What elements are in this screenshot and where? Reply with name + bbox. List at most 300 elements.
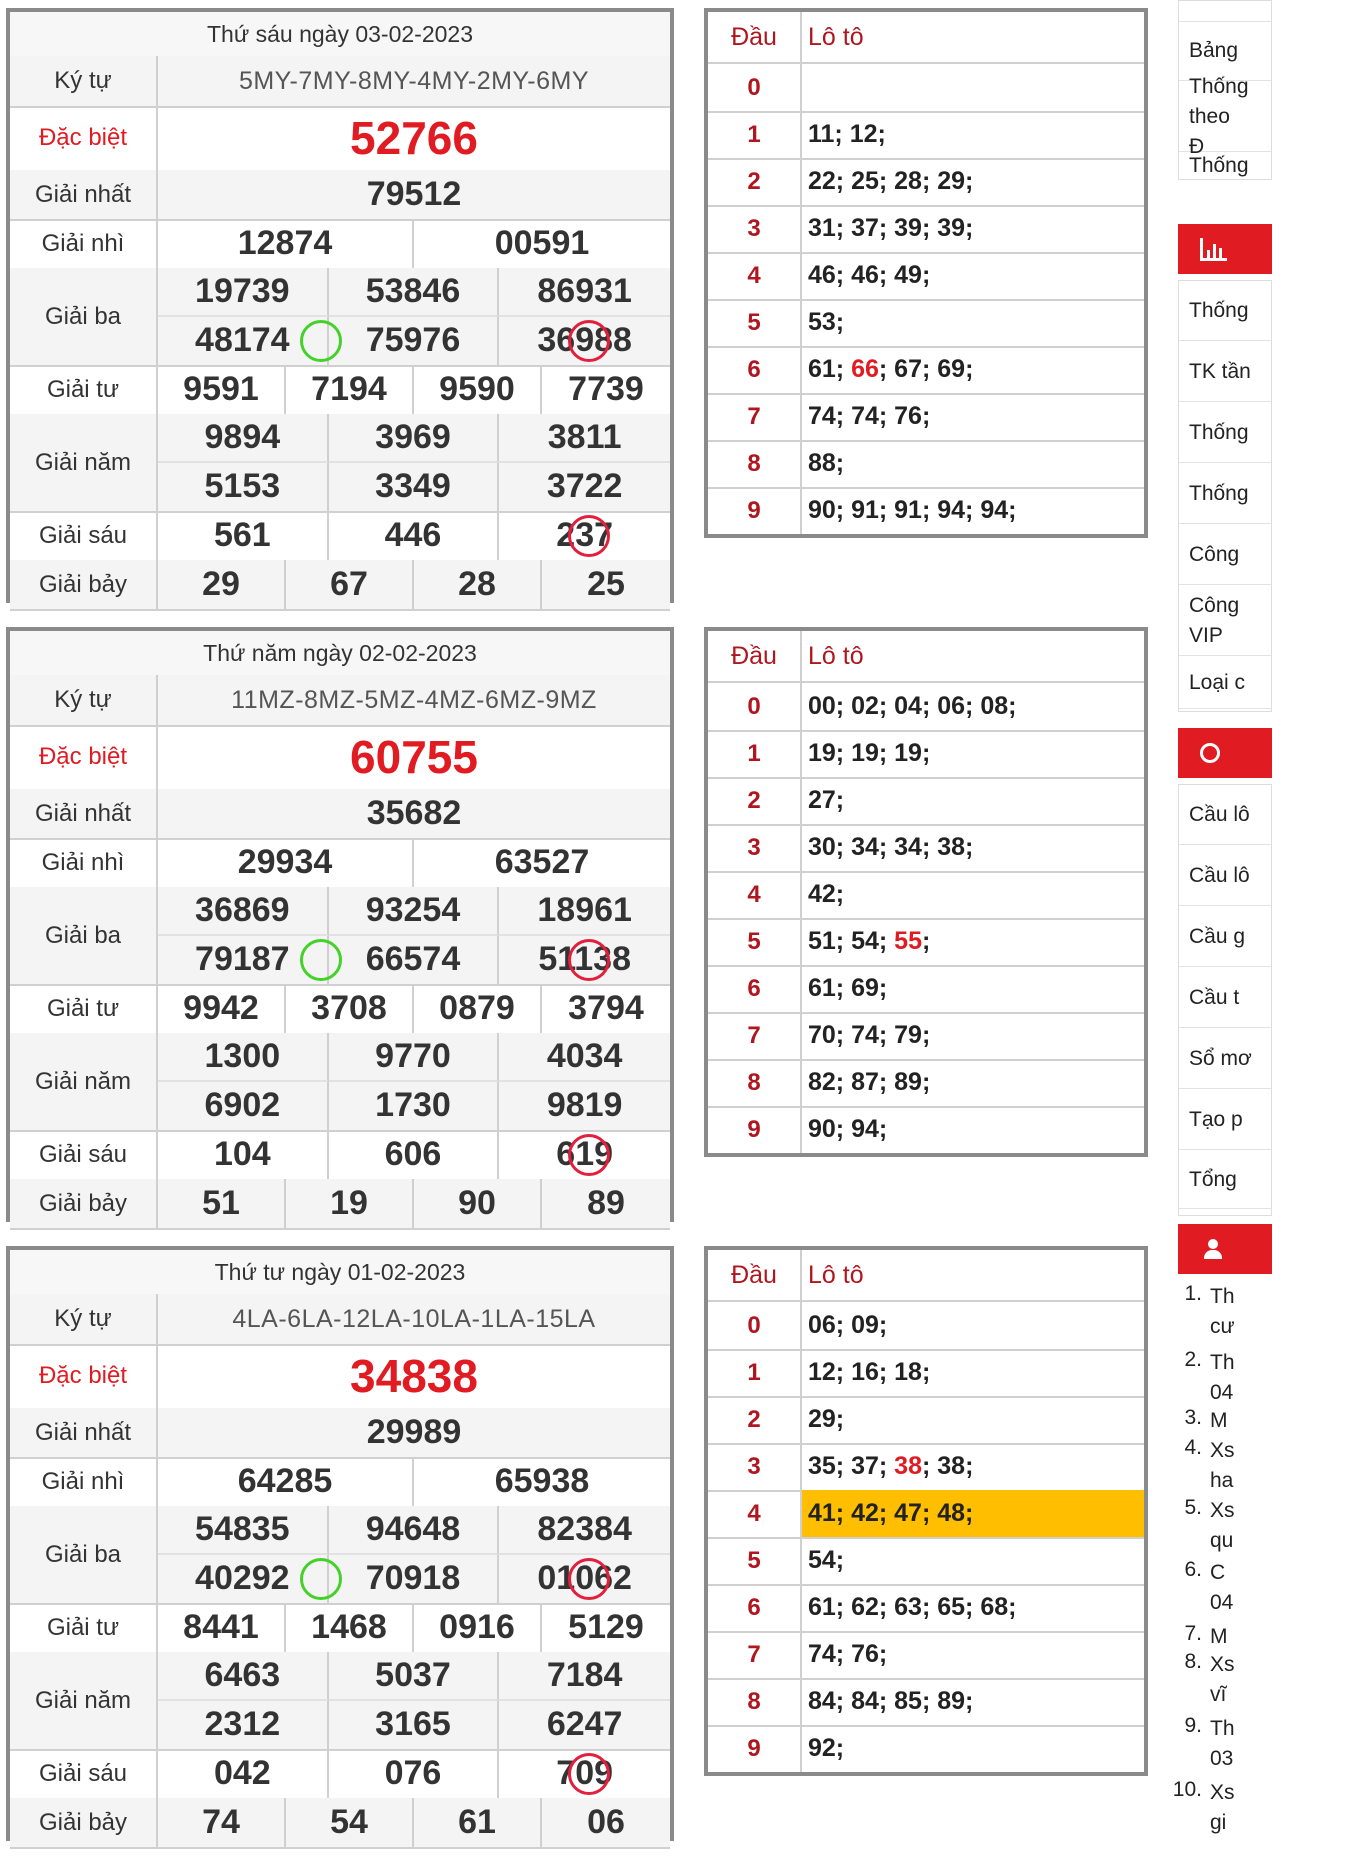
loto-value-segment: 90; 91; 91; 94; 94; <box>808 496 1017 524</box>
prize-number: 63527 <box>494 843 590 881</box>
sidebar-link[interactable] <box>1179 342 1271 402</box>
prize-number: 00591 <box>494 224 590 262</box>
loto-row <box>708 440 1144 489</box>
loto-row <box>708 683 1144 732</box>
prize-label: Giải năm <box>10 1652 158 1749</box>
sidebar-link[interactable] <box>1179 1029 1271 1089</box>
list-number: 7. <box>1184 1622 1202 1645</box>
loto-values <box>808 1443 1144 1490</box>
prize-number: 3722 <box>546 467 623 506</box>
sidebar-link[interactable] <box>1179 1090 1271 1150</box>
sidebar-link[interactable] <box>1179 907 1271 967</box>
prize-number: 28 <box>414 560 542 609</box>
loto-head-digit: 7 <box>708 1631 802 1678</box>
prize-label: Giải bảy <box>10 560 158 609</box>
result-table <box>6 627 674 1222</box>
loto-head-digit: 0 <box>708 683 802 730</box>
prize-label: Ký tự <box>10 1294 158 1344</box>
sidebar-section-header-stats <box>1178 224 1272 274</box>
prize-row-giai-tu <box>10 365 670 416</box>
prize-number: 90 <box>414 1179 542 1228</box>
prize-label: Ký tự <box>10 675 158 725</box>
ky-tu-value: 11MZ-8MZ-5MZ-4MZ-6MZ-9MZ <box>231 685 597 714</box>
loto-head-digit: 2 <box>708 777 802 824</box>
loto-values <box>808 1537 1144 1584</box>
prize-cells <box>158 268 670 365</box>
prize-row-giai-ba <box>10 268 670 367</box>
prize-number: 1468 <box>286 1603 414 1652</box>
prize-row-giai-nam <box>10 1033 670 1132</box>
sidebar-section-header-users <box>1178 1224 1272 1274</box>
prize-label: Giải nhì <box>10 838 158 887</box>
sidebar-top-row <box>1179 1 1271 22</box>
prize-row-giai-tu <box>10 984 670 1035</box>
loto-head-digit: 1 <box>708 111 802 158</box>
search-icon <box>1200 743 1220 763</box>
special-prize-value: 52766 <box>350 112 478 164</box>
prize-label: Giải tư <box>10 984 158 1033</box>
loto-value-segment: 38 <box>894 1452 922 1480</box>
prize-number: 6902 <box>158 1082 329 1131</box>
result-date-title: Thứ tư ngày 01-02-2023 <box>10 1250 670 1296</box>
prize-number: 18961 <box>499 887 670 936</box>
sidebar-link-label: Bảng <box>1189 38 1239 62</box>
loto-values <box>808 918 1144 965</box>
prize-number: 3165 <box>329 1701 500 1750</box>
loto-head-digit: 0 <box>708 64 802 111</box>
loto-row <box>708 1678 1144 1727</box>
prize-number: 12874 <box>158 219 414 268</box>
loto-head-digit: 9 <box>708 487 802 534</box>
prize-label: Đặc biệt <box>10 1344 158 1408</box>
loto-head-digit: 3 <box>708 1443 802 1490</box>
loto-value-segment: 54; <box>808 1546 845 1574</box>
prize-label: Giải năm <box>10 1033 158 1130</box>
prize-number: 9590 <box>414 365 542 414</box>
loto-value-segment: 82; 87; 89; <box>808 1068 931 1096</box>
loto-values <box>808 440 1144 487</box>
list-number: 3. <box>1184 1406 1202 1429</box>
prize-number: 1730 <box>329 1082 500 1131</box>
loto-head-digit: 6 <box>708 346 802 393</box>
sidebar-link-label: Tổng <box>1189 1167 1237 1191</box>
prize-label: Ký tự <box>10 56 158 106</box>
loto-row <box>708 1059 1144 1108</box>
prize-cells <box>158 1033 670 1130</box>
prize-cells <box>158 1179 670 1228</box>
sidebar-box-1 <box>1178 0 1272 180</box>
prize-number: 54835 <box>158 1506 329 1555</box>
loto-row <box>708 158 1144 207</box>
prize-number: 79187 <box>158 936 329 985</box>
loto-row <box>708 824 1144 873</box>
list-number: 10. <box>1172 1778 1202 1801</box>
sidebar-link-label: Cầu lô <box>1189 802 1250 826</box>
loto-head-digit: 6 <box>708 1584 802 1631</box>
prize-row-giai-nhi <box>10 219 670 270</box>
prize-number: 2312 <box>158 1701 329 1750</box>
loto-value-segment: 90; 94; <box>808 1115 888 1143</box>
loto-row <box>708 346 1144 395</box>
loto-value-segment: 61; 62; 63; 65; 68; <box>808 1593 1017 1621</box>
list-number: 1. <box>1184 1282 1202 1305</box>
prize-number: 53846 <box>329 268 500 317</box>
prize-number: 9942 <box>158 984 286 1033</box>
loto-row <box>708 64 1144 113</box>
loto-value-segment: 27; <box>808 786 845 814</box>
loto-head-digit: 8 <box>708 1678 802 1725</box>
prize-number: 5037 <box>329 1652 500 1701</box>
loto-values <box>808 871 1144 918</box>
sidebar-link[interactable] <box>1179 403 1271 463</box>
loto-table <box>704 8 1148 538</box>
ky-tu-value: 5MY-7MY-8MY-4MY-2MY-6MY <box>238 66 590 95</box>
loto-values <box>808 1059 1144 1106</box>
loto-head-digit: 4 <box>708 1490 802 1537</box>
ky-tu-value: 4LA-6LA-12LA-10LA-1LA-15LA <box>232 1304 596 1333</box>
prize-number: 446 <box>329 511 500 560</box>
prize-number: 75976 <box>329 317 500 366</box>
prize-cells <box>158 1652 670 1749</box>
prize-label: Giải nhì <box>10 219 158 268</box>
prize-number: 6463 <box>158 1652 329 1701</box>
prize-number: 5129 <box>568 1608 644 1646</box>
prize-label: Giải tư <box>10 1603 158 1652</box>
prize-number: 5153 <box>158 463 329 512</box>
loto-value-segment: 30; 34; 34; 38; <box>808 833 974 861</box>
prize-number: 29934 <box>158 838 414 887</box>
loto-head-digit: 3 <box>708 824 802 871</box>
prize-label: Giải tư <box>10 365 158 414</box>
list-number: 8. <box>1184 1650 1202 1673</box>
prize-number: 7184 <box>499 1652 670 1701</box>
loto-table <box>704 1246 1148 1776</box>
loto-values <box>808 346 1144 393</box>
sidebar-link-label: Cầu t <box>1189 985 1240 1009</box>
prize-label: Giải ba <box>10 1506 158 1603</box>
loto-head-digit: 9 <box>708 1106 802 1153</box>
loto-value-segment: 74; 74; 76; <box>808 402 931 430</box>
loto-value-segment: 11; 12; <box>808 120 886 148</box>
prize-row-giai-bay <box>10 1798 670 1849</box>
loto-value-segment: 35; 37; <box>808 1452 895 1480</box>
prize-number: 01062 <box>537 1559 632 1598</box>
sidebar-link-label: Thống <box>1189 154 1249 177</box>
sidebar-link-label: Cầu lô <box>1189 863 1250 887</box>
loto-head-digit: 8 <box>708 1059 802 1106</box>
loto-values <box>802 1490 1144 1537</box>
prize-row-ky-tu <box>10 1294 670 1346</box>
prize-number: 35682 <box>366 794 462 832</box>
loto-values <box>808 299 1144 346</box>
prize-row-dac-biet <box>10 725 670 791</box>
loto-head-digit: 5 <box>708 918 802 965</box>
list-text: Th 04 <box>1210 1351 1235 1404</box>
list-text: C 04 <box>1210 1561 1234 1614</box>
prize-number: 40292 <box>158 1555 329 1604</box>
loto-header-row <box>708 1250 1144 1302</box>
prize-row-giai-sau <box>10 1749 670 1800</box>
list-text: M <box>1210 1409 1228 1432</box>
sidebar-link-label: Thống <box>1189 298 1249 322</box>
loto-value-segment: 74; 76; <box>808 1640 888 1668</box>
loto-values <box>808 965 1144 1012</box>
loto-head-digit: 1 <box>708 1349 802 1396</box>
loto-head-digit: 4 <box>708 252 802 299</box>
loto-values <box>808 1678 1144 1725</box>
prize-number: 606 <box>329 1130 500 1179</box>
prize-cells <box>158 789 670 838</box>
prize-number: 7739 <box>568 370 644 408</box>
loto-value-segment: 92; <box>808 1734 845 1762</box>
sidebar-link[interactable] <box>1179 846 1271 906</box>
sidebar-link-label: Loại c <box>1189 670 1246 694</box>
loto-row <box>708 487 1144 534</box>
prize-row-giai-nam <box>10 414 670 513</box>
loto-head-digit: 8 <box>708 440 802 487</box>
loto-head-label: Đầu <box>708 12 802 62</box>
loto-head-digit: 4 <box>708 871 802 918</box>
loto-value-segment: 22; 25; 28; 29; <box>808 167 974 195</box>
prize-number: 79512 <box>366 175 462 213</box>
loto-value-segment: 84; 84; 85; 89; <box>808 1687 974 1715</box>
list-text: Xs ha <box>1210 1439 1235 1492</box>
sidebar-link[interactable] <box>1179 525 1271 585</box>
prize-label: Giải nhất <box>10 1408 158 1457</box>
prize-number: 1300 <box>158 1033 329 1082</box>
prize-row-giai-ba <box>10 1506 670 1605</box>
prize-number: 82384 <box>499 1506 670 1555</box>
loto-value-segment: 70; 74; 79; <box>808 1021 931 1049</box>
prize-label: Giải sáu <box>10 511 158 560</box>
loto-values <box>808 1584 1144 1631</box>
special-prize-value: 34838 <box>350 1350 478 1402</box>
loto-head-digit: 3 <box>708 205 802 252</box>
prize-cells <box>158 984 670 1033</box>
prize-label: Giải sáu <box>10 1130 158 1179</box>
prize-number: 3349 <box>329 463 500 512</box>
loto-row <box>708 871 1144 920</box>
sidebar-link[interactable] <box>1179 657 1271 709</box>
loto-head-digit: 7 <box>708 1012 802 1059</box>
sidebar-link[interactable] <box>1179 1151 1271 1209</box>
prize-label: Giải nhất <box>10 170 158 219</box>
sidebar-link-label: Tạo p <box>1189 1107 1243 1131</box>
loto-row <box>708 777 1144 826</box>
loto-row <box>708 1584 1144 1633</box>
loto-head-digit: 2 <box>708 158 802 205</box>
list-number: 9. <box>1184 1714 1202 1737</box>
loto-values <box>808 205 1144 252</box>
prize-label: Đặc biệt <box>10 106 158 170</box>
loto-values-label: Lô tô <box>808 1260 864 1289</box>
sidebar-link-label: Cầu g <box>1189 924 1246 948</box>
loto-header-row <box>708 631 1144 683</box>
sidebar-box-3 <box>1178 784 1272 1216</box>
prize-cells <box>158 1603 670 1652</box>
prize-number: 9894 <box>158 414 329 463</box>
prize-number: 709 <box>556 1754 614 1792</box>
sidebar-link-label: Thống <box>1189 420 1249 444</box>
loto-values <box>808 252 1144 299</box>
prize-number: 51138 <box>538 940 631 979</box>
loto-value-segment: 61; 69; <box>808 974 888 1002</box>
prize-number: 3708 <box>286 984 414 1033</box>
loto-row <box>708 111 1144 160</box>
prize-cells <box>158 170 670 219</box>
loto-value-segment: 29; <box>808 1405 845 1433</box>
sidebar-link[interactable] <box>1179 968 1271 1028</box>
sidebar-link[interactable] <box>1179 153 1271 179</box>
loto-values <box>808 64 1144 111</box>
list-text: Xs qu <box>1210 1499 1235 1552</box>
loto-row <box>708 1012 1144 1061</box>
prize-row-giai-sau <box>10 511 670 562</box>
prize-number: 29 <box>158 560 286 609</box>
prize-number: 8441 <box>158 1603 286 1652</box>
prize-label: Đặc biệt <box>10 725 158 789</box>
prize-number: 65938 <box>494 1462 590 1500</box>
prize-cells <box>158 887 670 984</box>
loto-value-segment: 53; <box>808 308 845 336</box>
loto-value-segment: 41; 42; 47; 48; <box>808 1499 974 1527</box>
loto-values <box>808 1396 1144 1443</box>
loto-value-segment: 61; <box>808 355 852 383</box>
loto-value-segment: 88; <box>808 449 845 477</box>
loto-value-segment: ; 38; <box>921 1452 974 1480</box>
prize-number: 0916 <box>414 1603 542 1652</box>
result-table <box>6 8 674 603</box>
prize-cells <box>158 1408 670 1457</box>
loto-row <box>708 205 1144 254</box>
prize-number: 51 <box>158 1179 286 1228</box>
result-table <box>6 1246 674 1841</box>
sidebar-link[interactable] <box>1179 281 1271 341</box>
prize-number: 042 <box>158 1749 329 1798</box>
loto-head-label: Đầu <box>708 631 802 681</box>
prize-cells <box>158 414 670 511</box>
prize-number: 29989 <box>366 1413 462 1451</box>
sidebar-section-header-search <box>1178 728 1272 778</box>
sidebar-link-label: TK tần <box>1189 359 1251 383</box>
loto-value-segment: 66 <box>851 355 879 383</box>
prize-row-giai-nam <box>10 1652 670 1751</box>
prize-label: Giải bảy <box>10 1179 158 1228</box>
loto-row <box>708 252 1144 301</box>
prize-cells <box>158 1506 670 1603</box>
prize-number: 74 <box>158 1798 286 1847</box>
loto-values <box>808 158 1144 205</box>
loto-row <box>708 1631 1144 1680</box>
loto-value-segment: 55 <box>894 927 922 955</box>
prize-label: Giải nhì <box>10 1457 158 1506</box>
loto-values <box>808 777 1144 824</box>
loto-row <box>708 1490 1144 1539</box>
sidebar-link[interactable] <box>1179 464 1271 524</box>
prize-row-giai-sau <box>10 1130 670 1181</box>
loto-values <box>808 1012 1144 1059</box>
loto-values-label: Lô tô <box>808 641 864 670</box>
sidebar-link-label: Công VIP <box>1189 593 1240 647</box>
loto-row <box>708 1349 1144 1398</box>
loto-values <box>808 1349 1144 1396</box>
loto-values <box>808 1725 1144 1772</box>
loto-values <box>808 111 1144 158</box>
prize-number: 64285 <box>158 1457 414 1506</box>
loto-values <box>808 824 1144 871</box>
prize-row-giai-ba <box>10 887 670 986</box>
prize-number: 4034 <box>499 1033 670 1082</box>
prize-number: 3811 <box>499 414 670 463</box>
loto-values <box>808 1302 1144 1349</box>
prize-number: 89 <box>587 1184 625 1222</box>
prize-row-giai-bay <box>10 1179 670 1230</box>
sidebar-box-2 <box>1178 280 1272 712</box>
prize-number: 3794 <box>568 989 644 1027</box>
loto-head-digit: 2 <box>708 1396 802 1443</box>
loto-values-label: Lô tô <box>808 22 864 51</box>
prize-number: 9770 <box>329 1033 500 1082</box>
prize-label: Giải ba <box>10 887 158 984</box>
loto-value-segment: 00; 02; 04; 06; 08; <box>808 692 1017 720</box>
loto-value-segment: 06; 09; <box>808 1311 888 1339</box>
result-date-title: Thứ năm ngày 02-02-2023 <box>10 631 670 677</box>
loto-row <box>708 393 1144 442</box>
list-number: 6. <box>1184 1558 1202 1581</box>
loto-value-segment: 19; 19; 19; <box>808 739 931 767</box>
prize-number: 67 <box>286 560 414 609</box>
sidebar-link[interactable] <box>1179 586 1271 656</box>
prize-number: 36988 <box>537 321 632 360</box>
sidebar-link[interactable] <box>1179 74 1271 158</box>
sidebar-link-label: Thống theo Đ <box>1189 74 1249 158</box>
prize-number: 36869 <box>158 887 329 936</box>
prize-number: 25 <box>587 565 625 603</box>
result-date-title: Thứ sáu ngày 03-02-2023 <box>10 12 670 58</box>
sidebar-link[interactable] <box>1179 785 1271 845</box>
prize-number: 7194 <box>286 365 414 414</box>
prize-number: 54 <box>286 1798 414 1847</box>
loto-head-digit: 5 <box>708 1537 802 1584</box>
prize-label: Giải năm <box>10 414 158 511</box>
loto-head-digit: 6 <box>708 965 802 1012</box>
prize-cells <box>158 1130 670 1179</box>
list-number: 5. <box>1184 1496 1202 1519</box>
loto-row <box>708 1396 1144 1445</box>
loto-value-segment: 46; 46; 49; <box>808 261 931 289</box>
prize-cells <box>158 838 670 887</box>
prize-row-giai-tu <box>10 1603 670 1654</box>
prize-row-giai-nhi <box>10 1457 670 1508</box>
prize-cells <box>158 1749 670 1798</box>
loto-row <box>708 1725 1144 1772</box>
loto-head-label: Đầu <box>708 1250 802 1300</box>
loto-row <box>708 965 1144 1014</box>
loto-head-digit: 1 <box>708 730 802 777</box>
loto-values <box>808 393 1144 440</box>
prize-cells <box>158 365 670 414</box>
prize-number: 0879 <box>414 984 542 1033</box>
prize-row-giai-nhat <box>10 170 670 221</box>
sidebar-link-label: Thống <box>1189 481 1249 505</box>
loto-head-digit: 5 <box>708 299 802 346</box>
prize-number: 6247 <box>546 1705 623 1744</box>
prize-cells <box>158 560 670 609</box>
prize-label: Giải nhất <box>10 789 158 838</box>
list-number: 4. <box>1184 1436 1202 1459</box>
prize-number: 93254 <box>329 887 500 936</box>
right-sidebar <box>1150 0 1252 1860</box>
